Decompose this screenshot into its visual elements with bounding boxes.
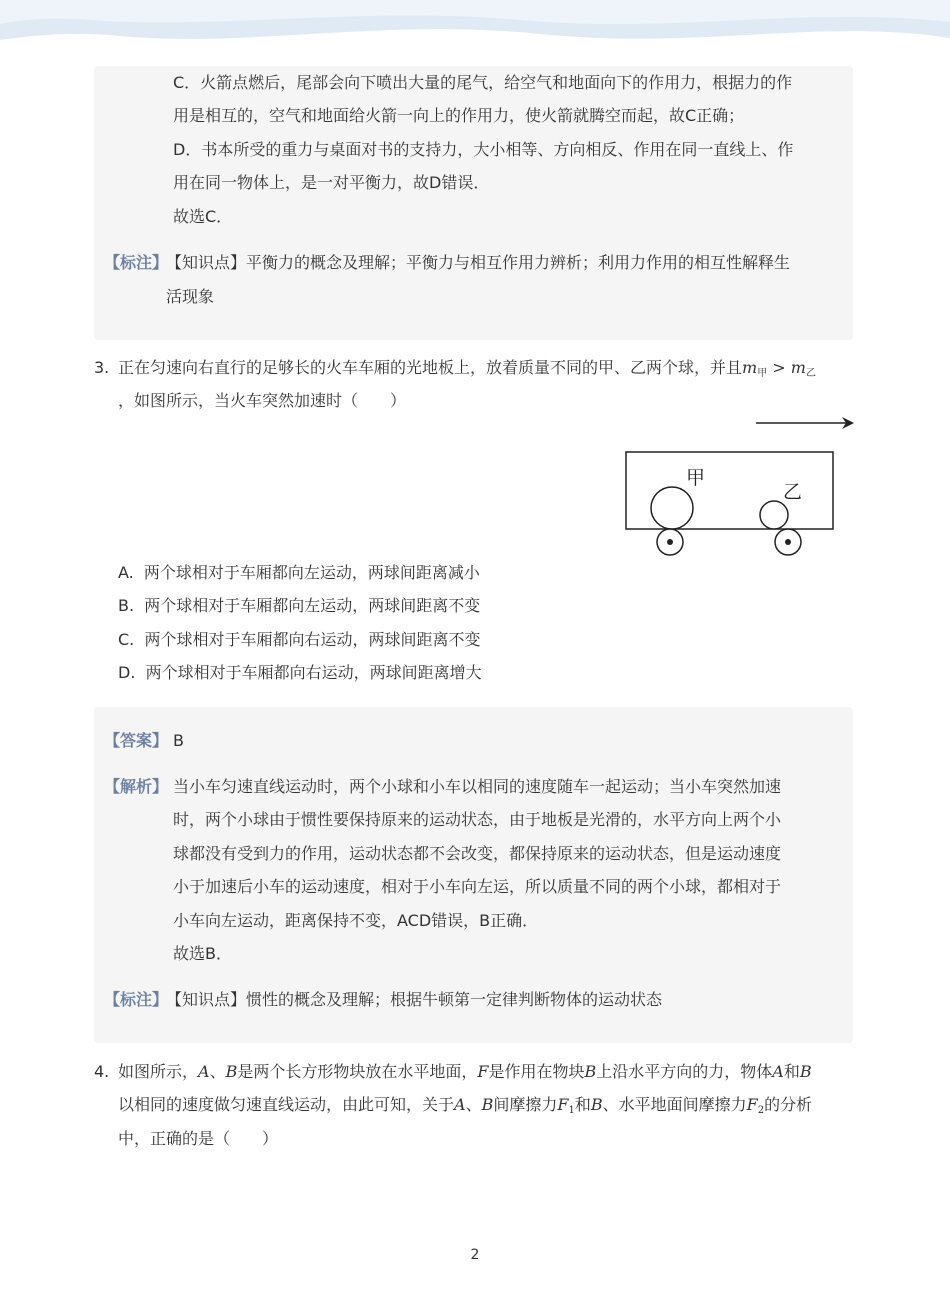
question-text-line: 正在匀速向右直行的足够长的火车车厢的光地板上，放着质量不同的甲、乙两个球，并且	[118, 358, 743, 377]
ball-yi	[760, 501, 788, 529]
option-c[interactable]: C. 两个球相对于车厢都向右运动，两球间距离不变	[118, 630, 481, 649]
mass-relation: $m_甲 > m_乙$	[742, 358, 816, 379]
analysis-line: 球都没有受到力的作用，运动状态都不会改变，都保持原来的运动状态，但是运动速度	[173, 844, 782, 863]
option-b[interactable]: B. 两个球相对于车厢都向左运动，两球间距离不变	[118, 596, 481, 615]
prev-explanation-box	[94, 66, 853, 340]
answer-tag: 【答案】	[104, 731, 169, 750]
header-wave-decoration	[0, 0, 950, 70]
question-text-line: ，如图所示，当火车突然加速时（ ）	[118, 391, 407, 410]
analysis-line: 当小车匀速直线运动时，两个小球和小车以相同的速度随车一起运动；当小车突然加速	[173, 777, 782, 796]
answer-value: B	[173, 731, 184, 750]
note-line: 【知识点】平衡力的概念及理解；平衡力与相互作用力辨析；利用力作用的相互性解释生	[166, 253, 791, 272]
question-text-line: 如图所示，A、B是两个长方形物块放在水平地面，F是作用在物块B上沿水平方向的力，物体A和B	[118, 1062, 812, 1081]
question-number: 4.	[94, 1062, 110, 1081]
label-yi: 乙	[783, 481, 803, 503]
explanation-line: 用是相互的，空气和地面给火箭一向上的作用力，使火箭就腾空而起，故C正确；	[173, 106, 745, 125]
explanation-line: C．火箭点燃后，尾部会向下喷出大量的尾气，给空气和地面向下的作用力，根据力的作	[173, 73, 793, 92]
analysis-tag: 【解析】	[104, 777, 169, 796]
ball-jia	[651, 487, 693, 529]
note-line: 活现象	[166, 287, 215, 306]
option-a[interactable]: A. 两个球相对于车厢都向左运动，两球间距离减小	[118, 563, 480, 582]
explanation-line: 故选C．	[173, 207, 233, 226]
wheel-right-axle	[785, 539, 791, 545]
question-text	[118, 357, 816, 385]
analysis-line: 时，两个小球由于惯性要保持原来的运动状态，由于地板是光滑的，水平方向上两个小	[173, 810, 782, 829]
analysis-line: 小车向左运动，距离保持不变，ACD错误，B正确．	[173, 911, 539, 930]
analysis-line: 故选B．	[173, 944, 232, 963]
answer-box	[94, 707, 853, 1043]
explanation-line: D．书本所受的重力与桌面对书的支持力，大小相等、方向相反、作用在同一直线上、作	[173, 140, 794, 159]
page-number: 2	[470, 1247, 480, 1263]
wheel-left-axle	[667, 539, 673, 545]
note-tag: 【标注】	[104, 990, 169, 1009]
question-text-line: 中，正确的是（ ）	[118, 1129, 279, 1148]
option-d[interactable]: D. 两个球相对于车厢都向右运动，两球间距离增大	[118, 663, 482, 682]
train-car-figure	[620, 408, 860, 560]
label-jia: 甲	[686, 467, 706, 489]
question-text-line: 以相同的速度做匀速直线运动，由此可知，关于A、B间摩擦力$F_1$和B、水平地面间摩擦力$F_2$的分析	[118, 1095, 813, 1116]
note-line: 【知识点】惯性的概念及理解；根据牛顿第一定律判断物体的运动状态	[166, 990, 663, 1009]
analysis-line: 小于加速后小车的运动速度，相对于小车向左运，所以质量不同的两个小球，都相对于	[173, 877, 782, 896]
explanation-line: 用在同一物体上，是一对平衡力，故D错误．	[173, 173, 490, 192]
question-number: 3.	[94, 358, 110, 377]
note-tag: 【标注】	[104, 253, 169, 272]
